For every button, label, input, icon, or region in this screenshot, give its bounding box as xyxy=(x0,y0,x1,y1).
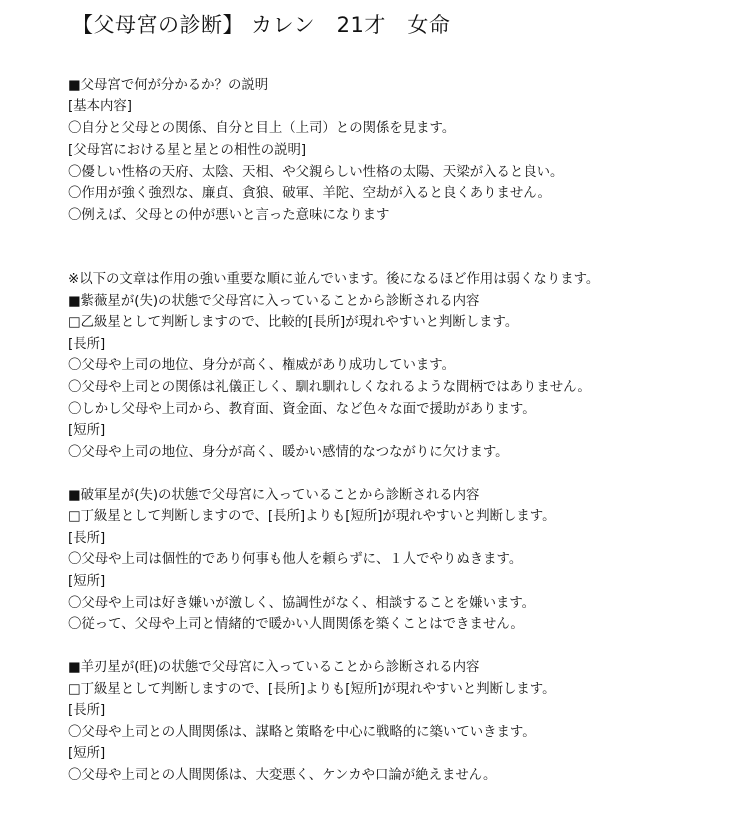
weakness-item: 〇父母や上司の地位、身分が高く、暖かい感情的なつながりに欠けます。 xyxy=(68,445,509,460)
strength-item: 〇父母や上司は個性的であり何事も他人を頼らずに、１人でやりぬきます。 xyxy=(68,552,523,567)
section-heading: ■羊刃星が(旺)の状態で父母宮に入っていることから診断される内容 xyxy=(68,660,480,675)
stars-label: [父母宮における星と星との相性の説明] xyxy=(68,143,307,158)
page-title: 【父母宮の診断】 カレン 21才 女命 xyxy=(72,13,451,37)
section-heading: ■紫薇星が(失)の状態で父母宮に入っていることから診断される内容 xyxy=(68,294,480,309)
strength-label: [長所] xyxy=(68,703,106,718)
section-heading: ■破軍星が(失)の状態で父母宮に入っていることから診断される内容 xyxy=(68,488,480,503)
section-judgement: □丁級星として判断しますので、[長所]よりも[短所]が現れやすいと判断します。 xyxy=(68,509,556,524)
section-judgement: □丁級星として判断しますので、[長所]よりも[短所]が現れやすいと判断します。 xyxy=(68,682,556,697)
weakness-item: 〇父母や上司との人間関係は、大変悪く、ケンカや口論が絶えません。 xyxy=(68,768,497,783)
basic-label: [基本内容] xyxy=(68,99,133,114)
order-note: ※以下の文章は作用の強い重要な順に並んでいます。後になるほど作用は弱くなります。 xyxy=(68,272,600,287)
bad-stars-text: 〇作用が強く強烈な、廉貞、貪狼、破軍、羊陀、空劫が入ると良くありません。 xyxy=(68,186,551,201)
good-stars-text: 〇優しい性格の天府、太陰、天相、や父親らしい性格の太陽、天梁が入ると良い。 xyxy=(68,165,564,180)
weakness-label: [短所] xyxy=(68,574,106,589)
strength-label: [長所] xyxy=(68,531,106,546)
strength-label: [長所] xyxy=(68,337,106,352)
strength-item: 〇父母や上司との人間関係は、謀略と策略を中心に戦略的に築いていきます。 xyxy=(68,725,536,740)
weakness-item: 〇従って、父母や上司と情緒的で暖かい人間関係を築くことはできません。 xyxy=(68,617,524,632)
example-text: 〇例えば、父母との仲が悪いと言った意味になります xyxy=(68,208,390,223)
intro-heading: ■父母宮で何が分かるか？の説明 xyxy=(68,78,269,93)
strength-item: 〇父母や上司の地位、身分が高く、権威があり成功しています。 xyxy=(68,358,455,373)
basic-text: 〇自分と父母との関係、自分と目上（上司）との関係を見ます。 xyxy=(68,121,456,136)
strength-item: 〇しかし父母や上司から、教育面、資金面、など色々な面で援助があります。 xyxy=(68,402,536,417)
weakness-label: [短所] xyxy=(68,423,106,438)
weakness-label: [短所] xyxy=(68,746,106,761)
weakness-item: 〇父母や上司は好き嫌いが激しく、協調性がなく、相談することを嫌います。 xyxy=(68,596,536,611)
section-judgement: □乙級星として判断しますので、比較的[長所]が現れやすいと判断します。 xyxy=(68,315,519,330)
strength-item: 〇父母や上司との関係は礼儀正しく、馴れ馴れしくなれるような間柄ではありません。 xyxy=(68,380,591,395)
